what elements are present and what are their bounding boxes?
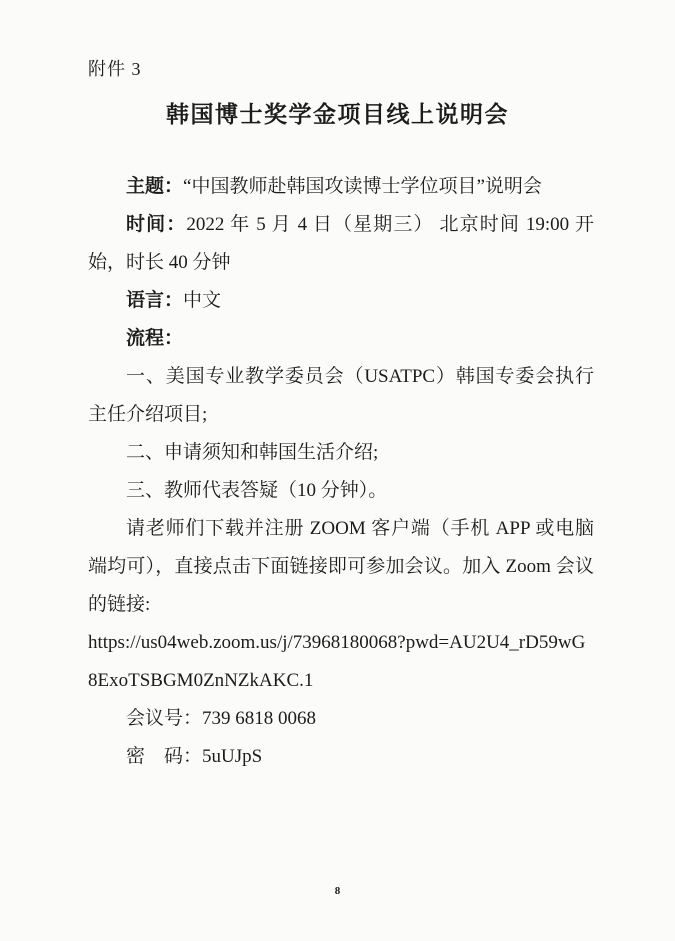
paragraph-time <box>88 206 594 282</box>
agenda-label: 流程： <box>126 328 184 349</box>
subject-value: “中国教师赴韩国攻读博士学位项目”说明会 <box>183 176 542 197</box>
attachment-label: 附件 3 <box>88 59 142 79</box>
paragraph-agenda-heading <box>88 320 594 358</box>
zoom-meeting-link[interactable]: https://us04web.zoom.us/j/73968180068?pwd=AU2U4_rD59wG8ExoTSBGM0ZnNZkAKC.1 <box>88 632 586 691</box>
time-value: 2022 年 5 月 4 日（星期三） 北京时间 19:00 开始，时长 40 分钟 <box>88 214 594 273</box>
language-label: 语言： <box>126 290 184 311</box>
time-label: 时间： <box>126 214 187 235</box>
agenda-item-1-text: 一、美国专业教学委员会（USATPC）韩国专委会执行主任介绍项目; <box>88 366 594 425</box>
paragraph-language <box>88 282 594 320</box>
paragraph-subject <box>88 168 594 206</box>
meeting-password-label: 密 码： <box>126 746 203 767</box>
agenda-item-2 <box>88 434 594 472</box>
meeting-id-label: 会议号： <box>126 708 203 729</box>
paragraph-instructions <box>88 510 594 624</box>
instructions-text: 请老师们下载并注册 ZOOM 客户端（手机 APP 或电脑端均可），直接点击下面链接即可参加会议。加入 Zoom 会议的链接: <box>88 518 594 615</box>
language-value: 中文 <box>183 290 222 311</box>
page-number: 8 <box>334 885 341 897</box>
agenda-item-1 <box>88 358 594 434</box>
meeting-id-value: 739 6818 0068 <box>202 708 317 729</box>
agenda-item-2-text: 二、申请须知和韩国生活介绍; <box>126 442 379 463</box>
meeting-password-row <box>88 738 594 776</box>
page-title: 韩国博士奖学金项目线上说明会 <box>166 102 509 127</box>
agenda-item-3-text: 三、教师代表答疑（10 分钟）。 <box>126 480 388 501</box>
meeting-password-value: 5uUJpS <box>202 746 263 767</box>
meeting-id-row <box>88 700 594 738</box>
agenda-item-3 <box>88 472 594 510</box>
subject-label: 主题： <box>126 176 184 197</box>
document-body <box>88 168 594 776</box>
